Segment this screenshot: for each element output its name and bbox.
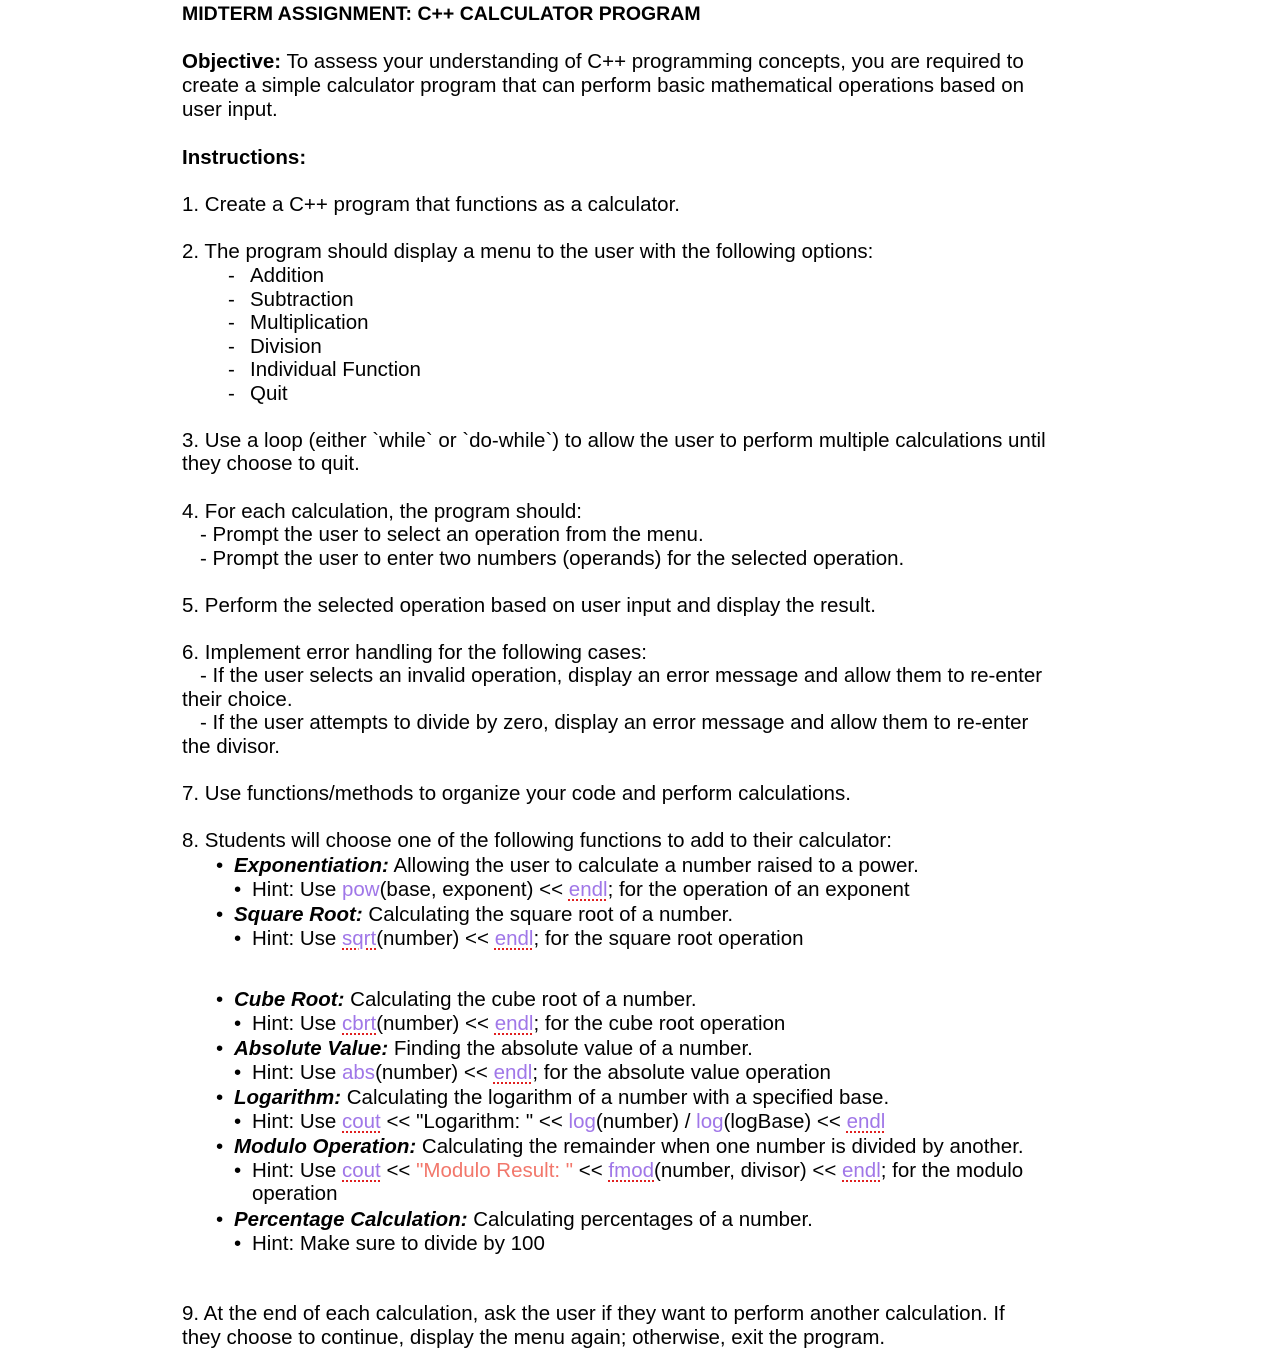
instructions-heading: Instructions: (182, 146, 307, 169)
document-title: MIDTERM ASSIGNMENT: C++ CALCULATOR PROGRAM (182, 3, 701, 25)
step-6-line-3: their choice. (182, 688, 293, 711)
function-option-logarithm: • Logarithm: Calculating the logarithm of a number with a specified base. (216, 1086, 890, 1109)
hint-modulo: • Hint: Use cout << "Modulo Result: " << fmod(number, divisor) << endl; for the modulo (234, 1159, 1024, 1182)
hint-logarithm: • Hint: Use cout << "Logarithm: " << log(number) / log(logBase) << endl (234, 1110, 886, 1133)
objective-line-3: user input. (182, 98, 278, 121)
hint-absolute-value: • Hint: Use abs(number) << endl; for the absolute value operation (234, 1061, 831, 1084)
function-option-modulo: • Modulo Operation: Calculating the remainder when one number is divided by another. (216, 1135, 1024, 1158)
step-6-line-5: the divisor. (182, 735, 280, 758)
step-8-intro: 8. Students will choose one of the following functions to add to their calculator: (182, 829, 892, 852)
objective-line-1: Objective: To assess your understanding of C++ programming concepts, you are required to (182, 50, 1024, 73)
step-2: 2. The program should display a menu to the user with the following options: (182, 240, 874, 263)
step-6-line-1: 6. Implement error handling for the following cases: (182, 641, 647, 664)
step-3-line-1: 3. Use a loop (either `while` or `do-while`) to allow the user to perform multiple calculations until (182, 429, 1046, 452)
hint-square-root: • Hint: Use sqrt(number) << endl; for the square root operation (234, 927, 804, 950)
step-9-line-2: they choose to continue, display the menu again; otherwise, exit the program. (182, 1326, 886, 1349)
function-option-exponentiation: • Exponentiation: Allowing the user to calculate a number raised to a power. (216, 854, 919, 877)
step-6-line-4: - If the user attempts to divide by zero, display an error message and allow them to re-enter (200, 711, 1029, 734)
function-option-square-root: • Square Root: Calculating the square root of a number. (216, 903, 734, 926)
menu-option: - Addition (228, 264, 325, 287)
menu-option: - Subtraction (228, 288, 354, 311)
hint-exponentiation: • Hint: Use pow(base, exponent) << endl; for the operation of an exponent (234, 878, 910, 901)
menu-option: - Division (228, 335, 322, 358)
objective-line-2: create a simple calculator program that can perform basic mathematical operations based on (182, 74, 1025, 97)
step-1: 1. Create a C++ program that functions as a calculator. (182, 193, 680, 216)
hint-modulo-continued: operation (252, 1182, 338, 1205)
step-4-line-3: - Prompt the user to enter two numbers (operands) for the selected operation. (200, 547, 905, 570)
step-3-line-2: they choose to quit. (182, 452, 360, 475)
step-7: 7. Use functions/methods to organize your code and perform calculations. (182, 782, 851, 805)
step-9-line-1: 9. At the end of each calculation, ask the user if they want to perform another calculation. If (182, 1302, 1005, 1325)
menu-option: - Individual Function (228, 358, 421, 381)
function-option-absolute-value: • Absolute Value: Finding the absolute value of a number. (216, 1037, 753, 1060)
hint-cube-root: • Hint: Use cbrt(number) << endl; for the cube root operation (234, 1012, 786, 1035)
step-5: 5. Perform the selected operation based on user input and display the result. (182, 594, 877, 617)
step-4-line-1: 4. For each calculation, the program should: (182, 500, 582, 523)
hint-percentage: • Hint: Make sure to divide by 100 (234, 1232, 545, 1255)
menu-option: - Quit (228, 382, 288, 405)
step-6-line-2: - If the user selects an invalid operation, display an error message and allow them to re-enter (200, 664, 1043, 687)
function-option-cube-root: • Cube Root: Calculating the cube root of a number. (216, 988, 697, 1011)
step-4-line-2: - Prompt the user to select an operation from the menu. (200, 523, 704, 546)
function-option-percentage: • Percentage Calculation: Calculating percentages of a number. (216, 1208, 813, 1231)
menu-option: - Multiplication (228, 311, 369, 334)
